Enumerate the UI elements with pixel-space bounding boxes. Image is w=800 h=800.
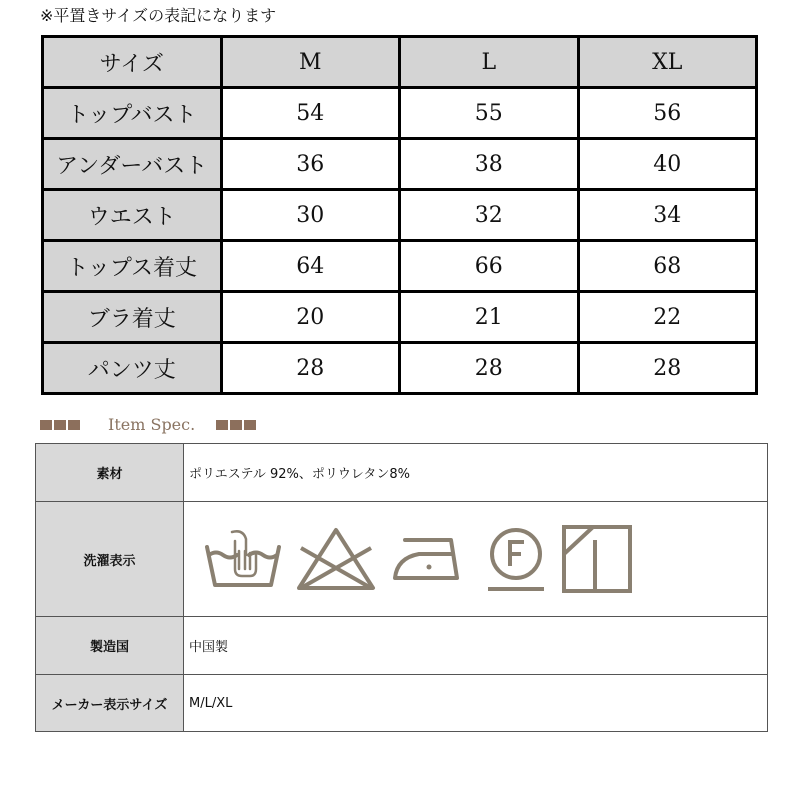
header-l: L (400, 37, 579, 88)
square-icon (244, 420, 256, 430)
cell-value: 55 (400, 88, 579, 139)
table-row (43, 292, 757, 343)
row-label: トップス着丈 (43, 241, 222, 292)
iron-low-icon (391, 534, 471, 584)
cell-value: 40 (578, 139, 757, 190)
care-symbols (184, 502, 768, 617)
header-size: サイズ (43, 37, 222, 88)
row-label: トップバスト (43, 88, 222, 139)
cell-value: 64 (221, 241, 400, 292)
no-bleach-icon (295, 526, 377, 592)
spec-value: M/L/XL (184, 675, 768, 732)
dry-clean-f-icon (485, 526, 547, 592)
table-row (43, 139, 757, 190)
cell-value: 22 (578, 292, 757, 343)
item-spec-heading (40, 413, 340, 437)
cell-value: 20 (221, 292, 400, 343)
spec-row-maker-size (36, 675, 768, 732)
line-dry-shade-icon (561, 524, 633, 594)
square-icon (68, 420, 80, 430)
size-table (41, 35, 758, 395)
spec-label: 素材 (36, 444, 184, 502)
cell-value: 21 (400, 292, 579, 343)
cell-value: 28 (578, 343, 757, 394)
cell-value: 30 (221, 190, 400, 241)
table-row (43, 190, 757, 241)
spec-value: ポリエステル 92%、ポリウレタン8% (184, 444, 768, 502)
square-icon (216, 420, 228, 430)
table-row (43, 343, 757, 394)
size-note: ※平置きサイズの表記になります (40, 6, 277, 25)
header-xl: XL (578, 37, 757, 88)
table-row (43, 88, 757, 139)
square-icon (40, 420, 52, 430)
spec-row-material (36, 444, 768, 502)
table-row (43, 241, 757, 292)
hand-wash-icon (205, 529, 281, 589)
cell-value: 54 (221, 88, 400, 139)
spec-label: 洗濯表示 (36, 502, 184, 617)
spec-label: メーカー表示サイズ (36, 675, 184, 732)
square-icon (230, 420, 242, 430)
cell-value: 34 (578, 190, 757, 241)
item-spec-label: Item Spec. (108, 415, 196, 434)
cell-value: 38 (400, 139, 579, 190)
row-label: ウエスト (43, 190, 222, 241)
item-spec-table (35, 443, 768, 732)
cell-value: 36 (221, 139, 400, 190)
row-label: アンダーバスト (43, 139, 222, 190)
size-table-header-row (43, 37, 757, 88)
square-icon (54, 420, 66, 430)
cell-value: 28 (221, 343, 400, 394)
cell-value: 28 (400, 343, 579, 394)
row-label: パンツ丈 (43, 343, 222, 394)
spec-label: 製造国 (36, 617, 184, 675)
cell-value: 66 (400, 241, 579, 292)
cell-value: 68 (578, 241, 757, 292)
header-m: M (221, 37, 400, 88)
spec-row-care (36, 502, 768, 617)
cell-value: 32 (400, 190, 579, 241)
row-label: ブラ着丈 (43, 292, 222, 343)
cell-value: 56 (578, 88, 757, 139)
spec-value: 中国製 (184, 617, 768, 675)
spec-row-country (36, 617, 768, 675)
